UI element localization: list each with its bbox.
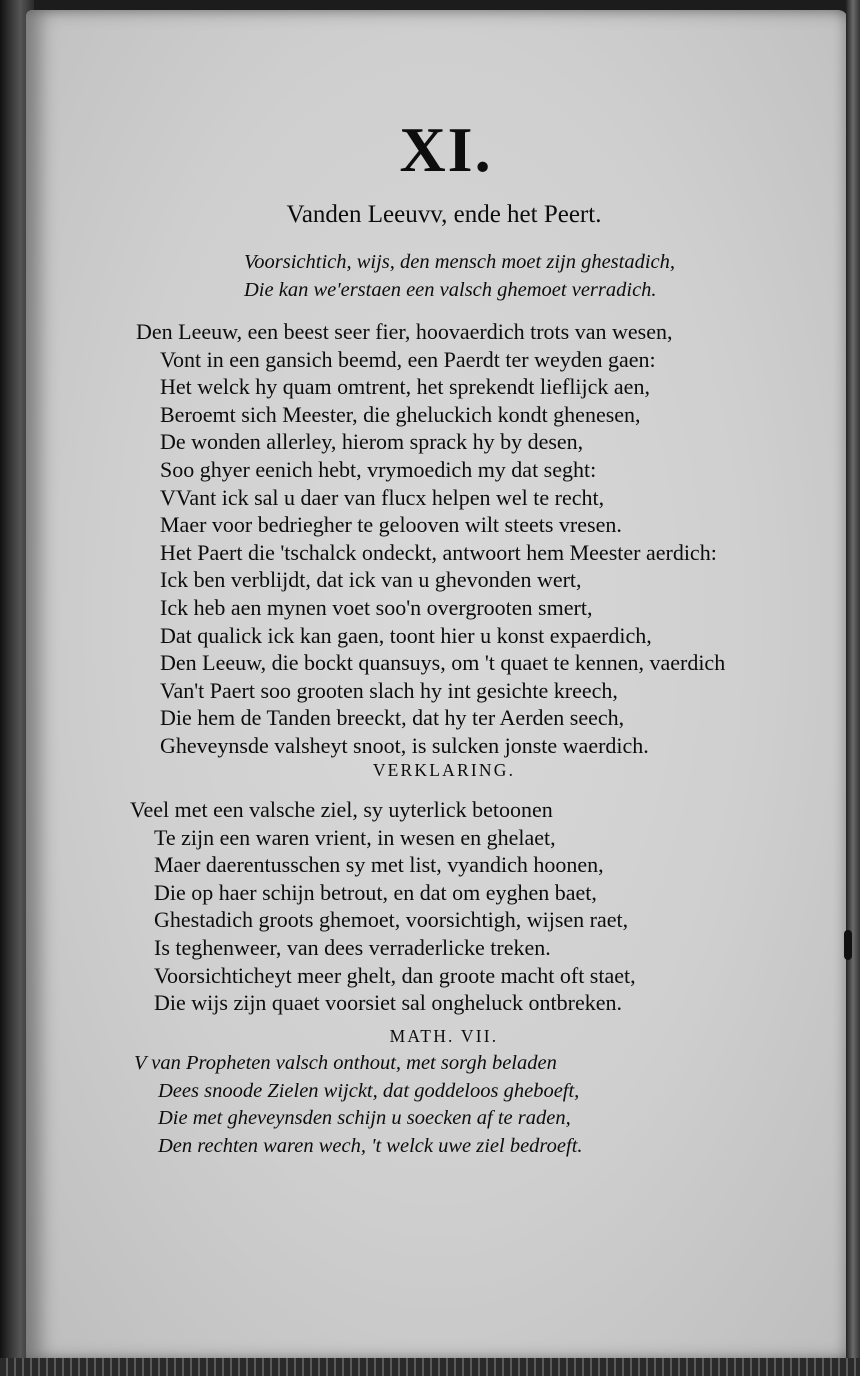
- page-stack-edge: [0, 1358, 860, 1376]
- poem-line: Den Leeuw, die bockt quansuys, om 't quaet te kennen, vaerdich: [160, 650, 726, 676]
- poem-line: Van't Paert soo grooten slach hy int gesichte kreech,: [160, 677, 618, 703]
- explanation-line: Die op haer schijn betrout, en dat om eyghen baet,: [154, 879, 597, 905]
- scripture-line: Dees snoode Zielen wijckt, dat goddeloos gheboeft,: [158, 1079, 580, 1102]
- explanation-line: Veel met een valsche ziel, sy uyterlick betoonen: [130, 797, 553, 822]
- poem-line: Beroemt sich Meester, die gheluckich kondt ghenesen,: [160, 401, 641, 427]
- poem-line: Den Leeuw, een beest seer fier, hoovaerdich trots van wesen,: [136, 319, 673, 344]
- scripture-line: Die met gheveynsden schijn u soecken af te raden,: [158, 1107, 571, 1129]
- scripture-line: Den rechten waren wech, 't welck uwe ziel bedroeft.: [158, 1134, 583, 1157]
- poem-line: De wonden allerley, hierom sprack hy by desen,: [160, 429, 584, 455]
- explanation-line: Voorsichticheyt meer ghelt, dan groote macht oft staet,: [154, 962, 636, 988]
- fable-title: Vanden Leeuvv, ende het Peert.: [286, 201, 602, 228]
- scripture-heading: MATH. VII.: [389, 1026, 499, 1046]
- explanation-line: Is teghenweer, van dees verraderlicke treken.: [154, 934, 551, 960]
- poem-line: Het welck hy quam omtrent, het sprekendt lieflijck aen,: [160, 374, 650, 400]
- poem-line: Ick heb aen mynen voet soo'n overgrooten smert,: [160, 594, 593, 620]
- scripture-verse: [134, 1050, 834, 1160]
- page-text: [26, 10, 848, 1360]
- fable-number: XI.: [399, 114, 493, 185]
- poem-line: Maer voor bedriegher te gelooven wilt steets vresen.: [160, 512, 622, 538]
- explanation-heading: VERKLARING.: [372, 760, 516, 780]
- poem-line: Ick ben verblijdt, dat ick van u ghevonden wert,: [160, 567, 582, 593]
- scripture-line: V van Propheten valsch onthout, met sorgh beladen: [134, 1052, 557, 1074]
- poem-line: Soo ghyer eenich hebt, vrymoedich my dat seght:: [160, 456, 597, 482]
- poem-line: Dat qualick ick kan gaen, toont hier u konst expaerdich,: [160, 622, 652, 648]
- poem-line: Het Paert die 'tschalck ondeckt, antwoort hem Meester aerdich:: [160, 539, 717, 565]
- motto-line: Voorsichtich, wijs, den mensch moet zijn ghestadich,: [244, 251, 676, 273]
- motto-line: Die kan we'erstaen een valsch ghemoet verradich.: [244, 279, 657, 301]
- poem-line: Vont in een gansich beemd, een Paerdt ter weyden gaen:: [160, 346, 656, 372]
- poem-line: Die hem de Tanden breeckt, dat hy ter Aerden seech,: [160, 705, 625, 731]
- fable-poem: [136, 318, 836, 760]
- explanation-line: Die wijs zijn quaet voorsiet sal ongheluck ontbreken.: [154, 990, 622, 1016]
- motto: [244, 248, 764, 304]
- explanation-verse: [130, 796, 830, 1017]
- explanation-line: Te zijn een waren vrient, in wesen en ghelaet,: [154, 824, 556, 850]
- poem-line: Gheveynsde valsheyt snoot, is sulcken jonste waerdich.: [160, 732, 649, 758]
- poem-line: VVant ick sal u daer van flucx helpen wel te recht,: [160, 484, 605, 510]
- explanation-line: Ghestadich groots ghemoet, voorsichtigh, wijsen raet,: [154, 907, 629, 933]
- explanation-line: Maer daerentusschen sy met list, vyandich hoonen,: [154, 852, 604, 878]
